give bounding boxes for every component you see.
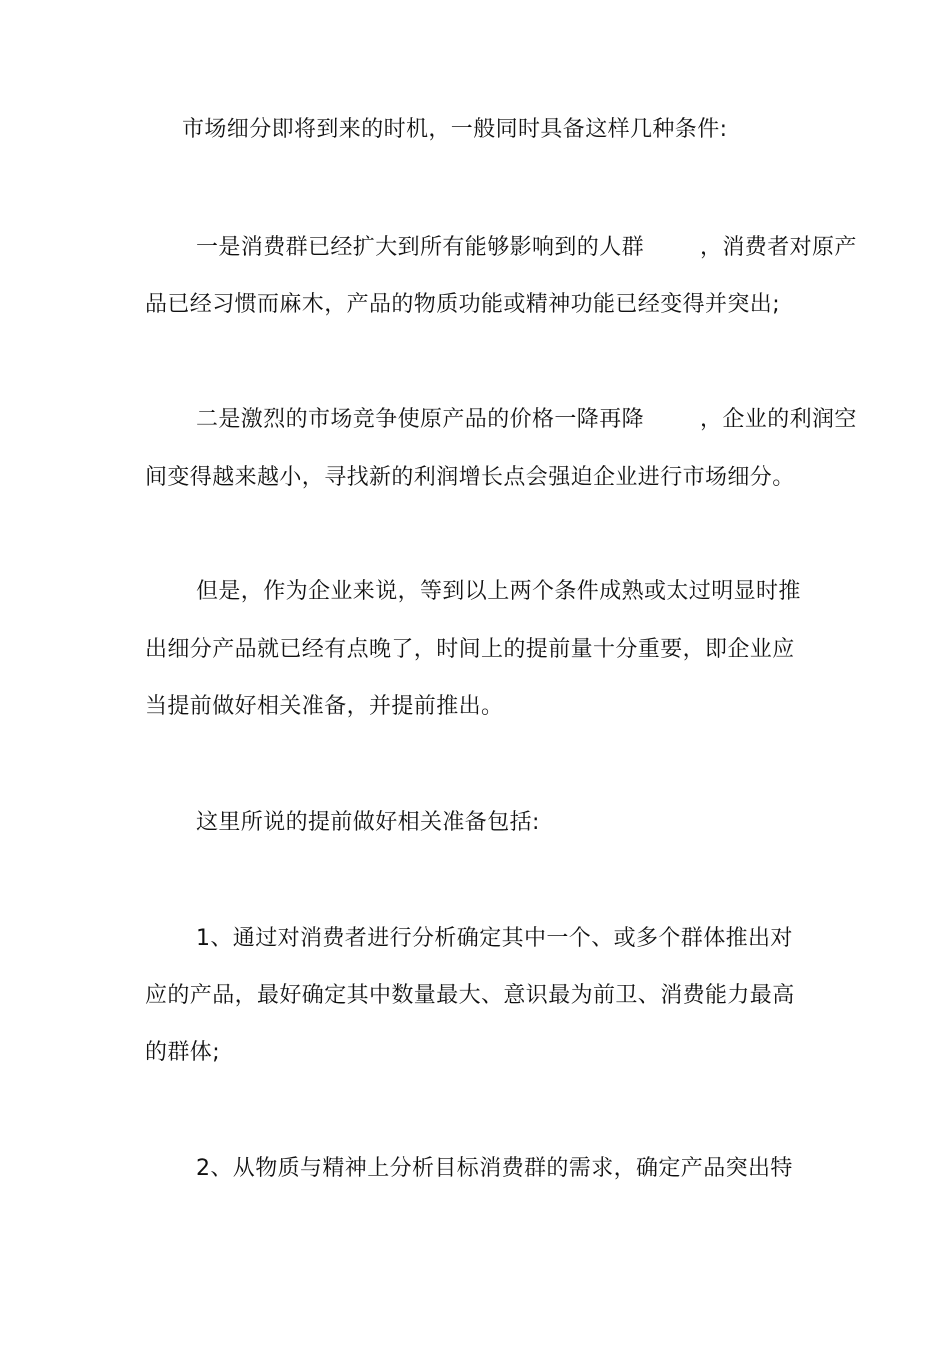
text-line-8: 当提前做好相关准备，并提前推出。 — [145, 694, 504, 719]
text-line-4-continued: ，企业的利润空 — [700, 407, 857, 432]
text-line-6: 但是，作为企业来说，等到以上两个条件成熟或太过明显时推 — [196, 579, 801, 604]
text-line-3: 品已经习惯而麻木，产品的物质功能或精神功能已经变得并突出; — [145, 292, 781, 317]
text-line-1: 市场细分即将到来的时机，一般同时具备这样几种条件: — [182, 117, 728, 142]
text-line-5: 间变得越来越小，寻找新的利润增长点会强迫企业进行市场细分。 — [145, 465, 795, 490]
text-line-13: 2、从物质与精神上分析目标消费群的需求，确定产品突出特 — [196, 1156, 793, 1181]
text-line-12: 的群体; — [145, 1040, 221, 1065]
text-line-2: 一是消费群已经扩大到所有能够影响到的人群 — [196, 235, 645, 260]
text-line-4: 二是激烈的市场竞争使原产品的价格一降再降 — [196, 407, 645, 432]
text-line-10: 1、通过对消费者进行分析确定其中一个、或多个群体推出对 — [196, 926, 793, 951]
text-line-11: 应的产品，最好确定其中数量最大、意识最为前卫、消费能力最高 — [145, 983, 795, 1008]
text-line-2-continued: ，消费者对原产 — [700, 235, 857, 260]
text-line-9: 这里所说的提前做好相关准备包括: — [196, 810, 540, 835]
text-line-7: 出细分产品就已经有点晚了，时间上的提前量十分重要，即企业应 — [145, 637, 795, 662]
